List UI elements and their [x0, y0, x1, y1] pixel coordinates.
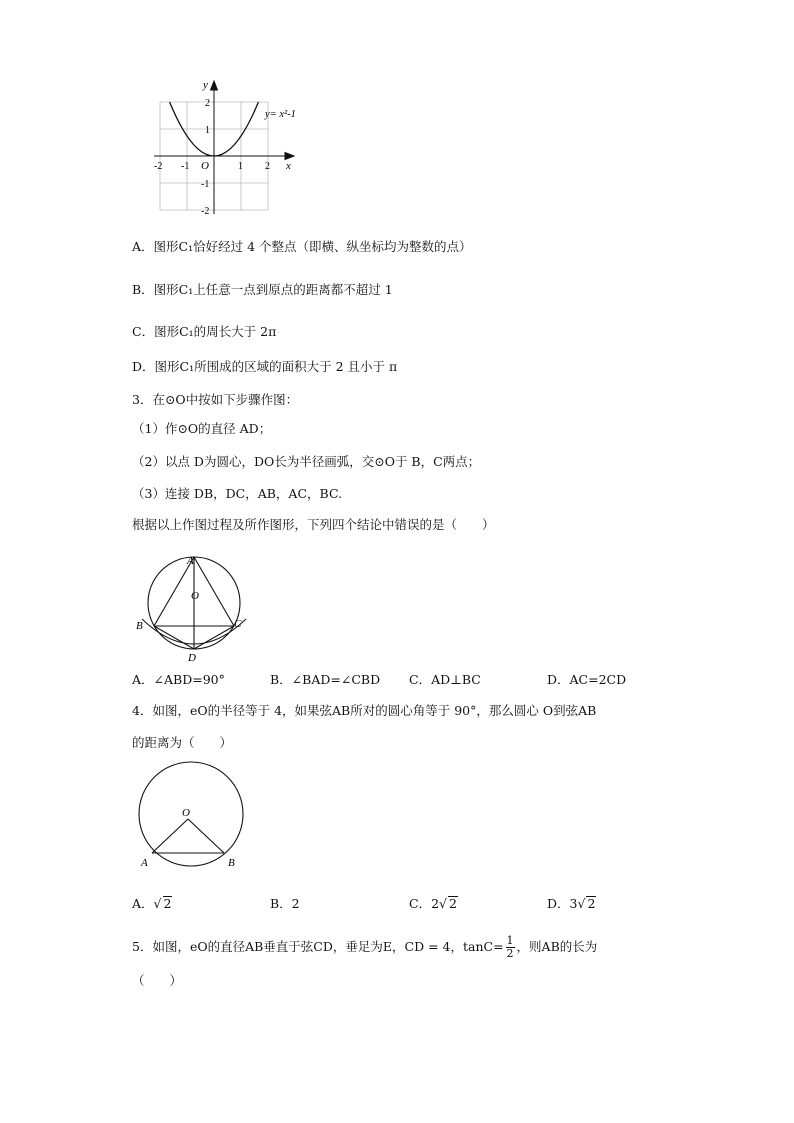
x-tick-label: 2 [265, 161, 270, 172]
q4-stem-line2: 的距离为（ ） [132, 735, 233, 750]
y-tick-label: -1 [201, 179, 210, 190]
q3-label-d: D [188, 652, 196, 663]
q3-option-c: C．AD⊥BC [409, 672, 481, 687]
x-axis-label: x [286, 160, 291, 172]
q3-label-a: A [187, 555, 194, 567]
q3-option-b: B．∠BAD=∠CBD [270, 672, 381, 687]
q3-step-1: （1）作⊙O的直径 AD； [132, 421, 272, 436]
q5-fraction-numerator: 1 [506, 934, 514, 947]
q4-option-c-prefix: C．2 [409, 896, 440, 911]
x-tick-label: 1 [238, 161, 243, 172]
q5-fraction [506, 935, 515, 960]
q5-stem-line1 [132, 932, 597, 962]
q4-stem-line1: 4．如图，eO的半径等于 4，如果弦AB所对的圆心角等于 90°，那么圆心 O到弦AB [132, 703, 597, 718]
q3-segments [154, 557, 234, 649]
q5-fraction-denominator: 2 [506, 947, 514, 960]
q3-step-3: （3）连接 DB，DC，AB，AC，BC. [132, 486, 343, 501]
q2-option-c: C．图形C₁的周长大于 2π [132, 324, 277, 339]
curve-label: y= x²-1 [265, 109, 296, 120]
q4-option-d-radicand: 2 [587, 896, 596, 911]
parabola-graph [148, 74, 308, 219]
q3-stem: 3．在⊙O中按如下步骤作图： [132, 392, 299, 407]
y-tick-label: 1 [205, 125, 210, 136]
y-tick-label: 2 [205, 98, 210, 109]
graph-axes [154, 81, 294, 214]
q2-option-a: A．图形C₁恰好经过 4 个整点（即横、纵坐标均为整数的点） [132, 239, 472, 254]
q4-option-b: B．2 [270, 896, 300, 911]
y-tick-label: -2 [201, 206, 210, 217]
q4-option-a-prefix: A． [132, 896, 154, 911]
radical-sign: √ [577, 896, 586, 911]
q4-label-a: A [141, 857, 148, 869]
q2-option-b: B．图形C₁上任意一点到原点的距离都不超过 1 [132, 282, 393, 297]
q4-segments [152, 819, 224, 853]
q5-stem-line2: （ ） [132, 973, 183, 988]
q3-option-a: A．∠ABD=90° [132, 672, 225, 687]
q3-circle-figure [132, 553, 252, 663]
q4-label-o: O [182, 807, 190, 819]
radical-sign: √ [439, 896, 447, 911]
q5-stem-part1: 5．如图，eO的直径AB垂直于弦CD，垂足为E，CD = 4，tanC= [132, 939, 504, 954]
q4-option-c-radicand: 2 [449, 896, 457, 911]
radical-sign: √ [153, 896, 162, 911]
q5-stem-part2: ，则AB的长为 [516, 939, 598, 954]
q4-label-b: B [228, 857, 235, 869]
q3-step-2: （2）以点 D为圆心，DO长为半径画弧，交⊙O于 B，C两点； [132, 454, 481, 469]
q4-option-d-prefix: D．3 [547, 896, 578, 911]
q2-option-d: D．图形C₁所围成的区域的面积大于 2 且小于 π [132, 359, 398, 374]
x-tick-label: -2 [154, 161, 163, 172]
q4-option-a-radicand: 2 [163, 896, 172, 911]
x-tick-label: -1 [181, 161, 190, 172]
q3-question: 根据以上作图过程及所作图形，下列四个结论中错误的是（ ） [132, 517, 495, 532]
origin-label: O [201, 160, 209, 172]
q4-option-c [409, 895, 458, 913]
y-axis-label: y [203, 79, 208, 91]
q3-label-c: C [234, 618, 242, 630]
q3-option-d: D．AC=2CD [547, 672, 627, 687]
q3-label-b: B [136, 620, 143, 632]
q4-circle-figure [134, 760, 249, 872]
q4-option-d [547, 895, 596, 913]
q4-option-a [132, 895, 172, 913]
q3-label-o: O [191, 590, 199, 602]
